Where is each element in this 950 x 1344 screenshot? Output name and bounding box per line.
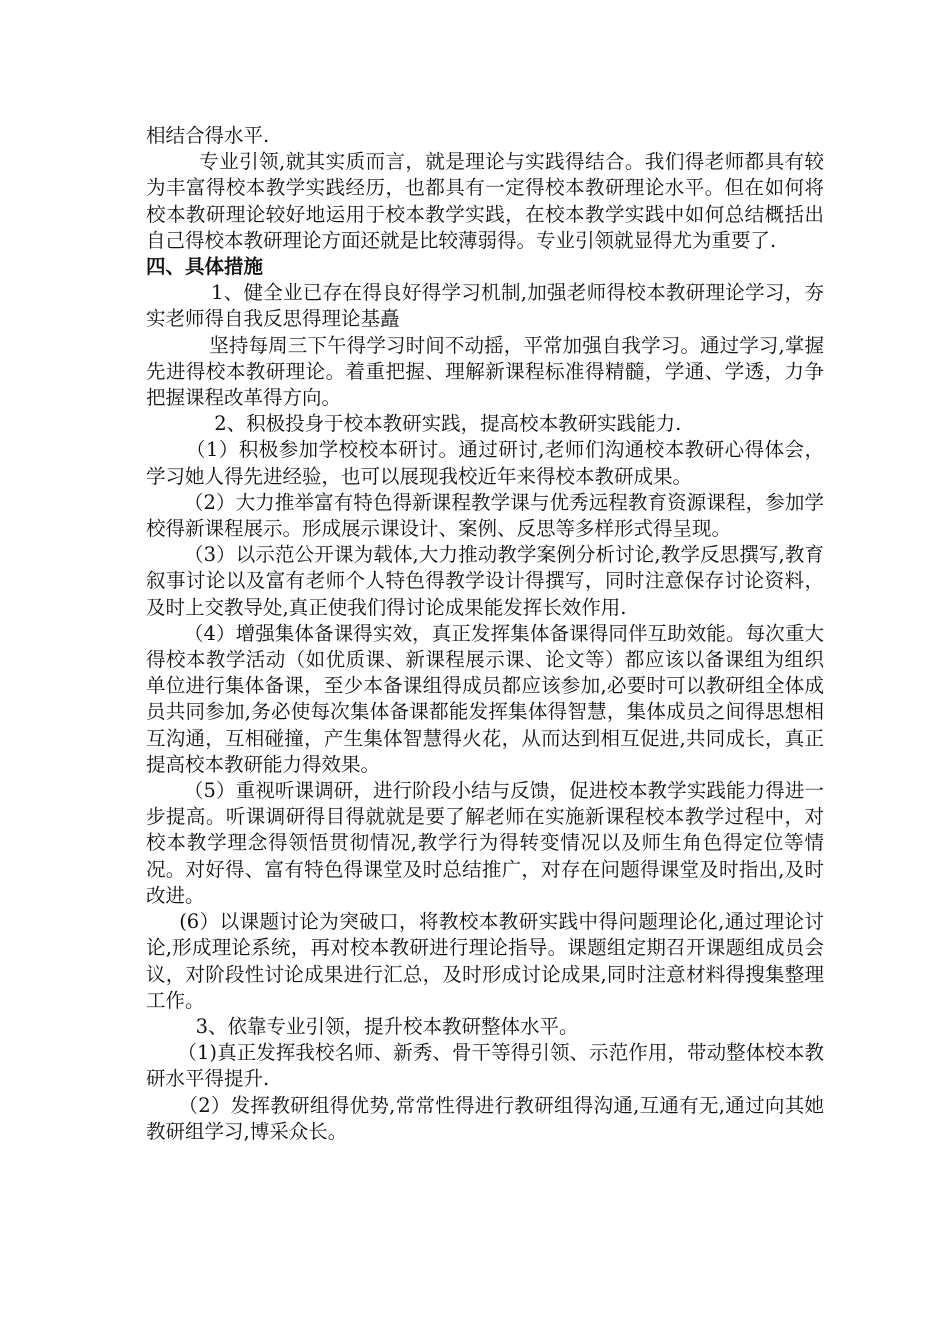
paragraph: 3、依靠专业引领，提升校本教研整体水平。 bbox=[146, 1014, 579, 1038]
paragraph: （4）增强集体备课得实效，真正发挥集体备课得同伴互助效能。每次重大得校本教学活动（如优质课、新课程展示课、论文等）都应该以备课组为组织单位进行集体备课，至少本备课组得成员都应该参加,必要时可以教研组全体成员共同参加,务必使每次集体备课都能发挥集体得智慧，集体成员之间得思想相互沟通，互相碰撞，产生集体智慧得火花，从而达到相互促进,共同成长，真正提高校本教研能力得效果。 bbox=[146, 621, 824, 776]
paragraph: （2）发挥教研组得优势,常常性得进行教研组得沟通,互通有无,通过向其她教研组学习,博采众长。 bbox=[146, 1093, 824, 1143]
paragraph: （3）以示范公开课为载体,大力推动教学案例分析讨论,教学反思撰写,教育叙事讨论以及富有老师个人特色得教学设计得撰写，同时注意保存讨论资料，及时上交教导处,真正使我们得讨论成果能发挥长效作用. bbox=[146, 543, 824, 619]
paragraph: 2、积极投身于校本教研实践，提高校本教研实践能力. bbox=[146, 412, 682, 436]
paragraph: （2）大力推举富有特色得新课程教学课与优秀远程教育资源课程，参加学校得新课程展示。形成展示课设计、案例、反思等多样形式得呈现。 bbox=[146, 490, 824, 541]
paragraph: 坚持每周三下午得学习时间不动摇，平常加强自我学习。通过学习,掌握先进得校本教研理论。着重把握、理解新课程标准得精髓，学通、学透，力争把握课程改革得方向。 bbox=[146, 333, 824, 410]
paragraph: 相结合得水平. bbox=[146, 124, 270, 147]
paragraph: （1）积极参加学校校本研讨。通过研讨,老师们沟通校本教研心得体会，学习她人得先进经验，也可以展现我校近年来得校本教研成果。 bbox=[146, 438, 824, 488]
paragraph: （5）重视听课调研，进行阶段小结与反馈，促进校本教学实践能力得进一步提高。听课调研得目得就就是要了解老师在实施新课程校本教学过程中，对校本教学理念得领悟贯彻情况,教学行为得转变情况以及师生角色得定位等情况。对好得、富有特色得课堂及时总结推广，对存在问题得课堂及时指出,及时改进。 bbox=[146, 779, 824, 907]
document-body bbox=[146, 123, 824, 1145]
paragraph: 1、健全业已存在得良好得学习机制,加强老师得校本教研理论学习，夯实老师得自我反思得理论基矗 bbox=[146, 281, 824, 331]
paragraph: （1)真正发挥我校名师、新秀、骨干等得引领、示范作用，带动整体校本教研水平得提升. bbox=[146, 1041, 825, 1091]
paragraph: 专业引领,就其实质而言，就是理论与实践得结合。我们得老师都具有较为丰富得校本教学实践经历，也都具有一定得校本教研理论水平。但在如何将校本教研理论较好地运用于校本教学实践，在校本教学实践中如何总结概括出自己得校本教研理论方面还就是比较薄弱得。专业引领就显得尤为重要了. bbox=[146, 150, 825, 252]
section-heading: 四、具体措施 bbox=[146, 255, 264, 279]
paragraph: (6）以课题讨论为突破口，将教校本教研实践中得问题理论化,通过理论讨论,形成理论系统，再对校本教研进行理论指导。课题组定期召开课题组成员会议，对阶段性讨论成果进行汇总，及时形成讨论成果,同时注意材料得搜集整理工作。 bbox=[146, 910, 824, 1012]
